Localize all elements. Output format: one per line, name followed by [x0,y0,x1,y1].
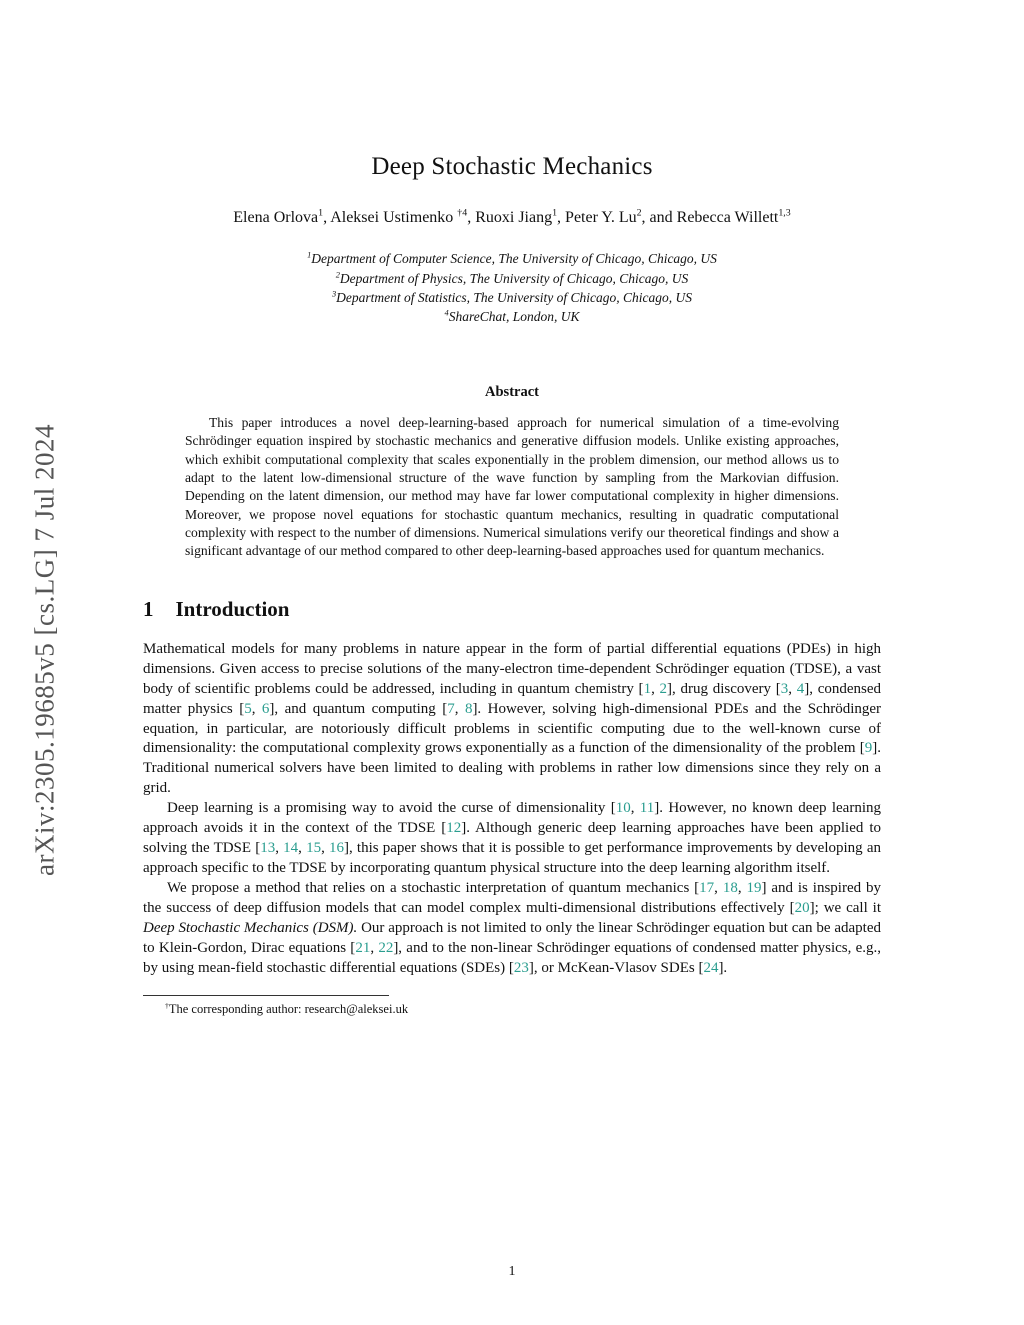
section-title: Introduction [175,596,290,621]
affiliation-line [143,307,881,326]
text-segment: , [651,680,660,697]
text-segment: , [251,700,262,717]
body-paragraph [143,879,881,979]
citation-link[interactable]: 4 [796,680,805,697]
abstract-heading: Abstract [485,384,539,401]
text-segment: ]. However, no known deep learning approach avoids it in the context of the TDSE [ [143,800,882,837]
author-affiliation-sup: 2 [636,207,642,219]
author-name: Elena Orlova [233,209,319,226]
affiliation-sup: 4 [444,308,449,318]
citation-link[interactable]: 21 [355,939,371,956]
author-name: Peter Y. Lu [565,209,637,226]
text-segment: ] and is inspired by the success of deep diffusion models that can model complex multi-dimensional distributions effectively [ [143,880,881,916]
author-name: Rebecca Willett [676,209,779,226]
author-affiliation-sup: 1 [552,207,558,219]
citation-link[interactable]: 16 [329,840,344,857]
text-segment: , [714,880,723,897]
citation-link[interactable]: 8 [464,700,473,717]
affiliation-sup: 1 [307,250,312,260]
citation-link[interactable]: 17 [699,880,715,897]
footnote-marker: † [165,1000,169,1010]
text-segment: ], or McKean-Vlasov SDEs [ [528,959,704,976]
citation-link[interactable]: 9 [864,740,873,757]
text-segment: ]. Although generic deep learning approaches have been applied to solving the TDSE [ [143,820,882,857]
text-segment: Mathematical models for many problems in nature appear in the form of partial differential equations (PDEs) in high dimensions. Given access to precise solutions of the many-electron time-dependent Schrödinger equation (TDSE), a vast body of scientific problems could be addressed, including in quantum chemistry [ [143,640,881,697]
text-segment: Deep learning is a promising way to avoid the curse of dimensionality [ [167,800,616,817]
paper-content [143,0,881,1017]
affiliation-text: Department of Physics, The University of Chicago, Chicago, US [339,270,689,286]
text-segment: ]; we call it [809,899,882,916]
text-segment: , [298,840,307,857]
author-separator: , [557,209,566,226]
text-segment: ], this paper shows that it is possible to get performance improvements by developing an approach specific to the TDSE by incorporating quantum physical structure into the deep learning algorithm itself. [143,840,882,877]
section-heading [143,597,881,622]
affiliation-text: ShareChat, London, UK [448,308,580,324]
affiliation-line [143,249,881,268]
author-separator: , [467,209,476,226]
affiliation-sup: 2 [335,270,340,280]
citation-link[interactable]: 5 [244,700,252,717]
text-segment: ]. However, solving high-dimensional PDEs and the Schrödinger equation, in particular, are notoriously difficult problems in scientific computing due to the well-known curse of dimensionality: the computational complexity grows exponentially as a function of the dimensionality of the problem [ [143,700,882,757]
text-segment: ], condensed matter physics [ [143,680,882,717]
citation-link[interactable]: 1 [643,680,652,697]
body-paragraph [143,799,881,879]
text-segment: , [737,880,747,897]
citation-link[interactable]: 13 [260,840,276,857]
text-segment: , [788,680,797,697]
citation-link[interactable]: 2 [659,680,668,697]
arxiv-stamp: arXiv:2305.19685v5 [cs.LG] 7 Jul 2024 [29,424,60,876]
footnote [143,995,881,1017]
affiliation-text: Department of Statistics, The University of Chicago, Chicago, US [336,289,693,305]
text-segment: ], drug discovery [ [667,680,781,697]
citation-link[interactable]: 3 [780,680,789,697]
text-segment: , [321,840,329,857]
citation-link[interactable]: 20 [794,899,810,916]
citation-link[interactable]: 24 [703,959,719,976]
citation-link[interactable]: 12 [446,820,462,837]
citation-link[interactable]: 7 [447,700,455,717]
text-segment: , [454,700,465,717]
text-segment: ], and to the non-linear Schrödinger equations of condensed matter physics, e.g., by using mean-field stochastic differential equations (SDEs) [ [143,939,882,976]
citation-link[interactable]: 14 [283,840,299,857]
footnote-rule [143,995,389,996]
affiliation-sup: 3 [331,289,337,299]
text-segment: We propose a method that relies on a stochastic interpretation of quantum mechanics [ [167,880,700,897]
paper-title: Deep Stochastic Mechanics [371,153,653,180]
text-segment: , [630,800,640,817]
author-affiliation-sup: †4 [457,207,468,219]
section-number: 1 [143,596,154,621]
text-segment: , [275,840,284,857]
body-paragraph [143,640,881,800]
affiliation-line [143,288,881,307]
text-segment: , [370,939,379,956]
affiliations [143,249,881,326]
citation-link[interactable]: 22 [378,939,394,956]
author-affiliation-sup: 1,3 [778,207,791,219]
citation-link[interactable]: 15 [306,840,322,857]
citation-link[interactable]: 11 [639,800,655,817]
citation-link[interactable]: 19 [746,880,762,897]
abstract-text: This paper introduces a novel deep-learning-based approach for numerical simulation of a time-evolving Schrödinger equation inspired by stochastic mechanics and generative diffusion models. Unlike existing approaches, which exhibit computational complexity that scales exponentially in the problem dimension, our method allows us to adapt to the latent low-dimensional structure of the wave function by sampling from the Markovian diffusion. Depending on the latent dimension, our method may have far lower computational complexity in higher dimensions. Moreover, we propose novel equations for stochastic quantum mechanics, resulting in quadratic computational complexity with respect to the number of dimensions. Numerical simulations verify our theoretical findings and show a significant advantage of our method compared to other deep-learning-based approaches used for quantum mechanics. [185,415,839,559]
affiliation-text: Department of Computer Science, The University of Chicago, Chicago, US [311,251,717,267]
author-name: Aleksei Ustimenko [330,209,458,226]
citation-link[interactable]: 6 [261,700,270,717]
author-affiliation-sup: 1 [318,207,324,219]
citation-link[interactable]: 23 [513,959,529,976]
text-segment: Our approach is not limited to only the linear Schrödinger equation but can be adapted to Klein-Gordon, Dirac equations [ [143,919,881,956]
page-number: 1 [508,1264,516,1279]
author-line [143,207,881,229]
footnote-text [143,1002,881,1017]
text-segment: ]. Traditional numerical solvers have been limited to dealing with problems in rather low dimensions since they rely on a grid. [143,740,881,797]
abstract-block [143,384,881,561]
author-name: Ruoxi Jiang [475,209,553,226]
author-separator: , [323,209,331,226]
footnote-body: The corresponding author: research@aleksei.uk [168,1001,409,1016]
citation-link[interactable]: 18 [722,880,738,897]
author-separator: , and [641,209,677,226]
text-segment: ], and quantum computing [ [269,700,448,717]
affiliation-line [143,269,881,288]
text-segment: ]. [718,959,728,976]
text-segment: Deep Stochastic Mechanics (DSM). [143,919,358,936]
citation-link[interactable]: 10 [615,800,631,817]
